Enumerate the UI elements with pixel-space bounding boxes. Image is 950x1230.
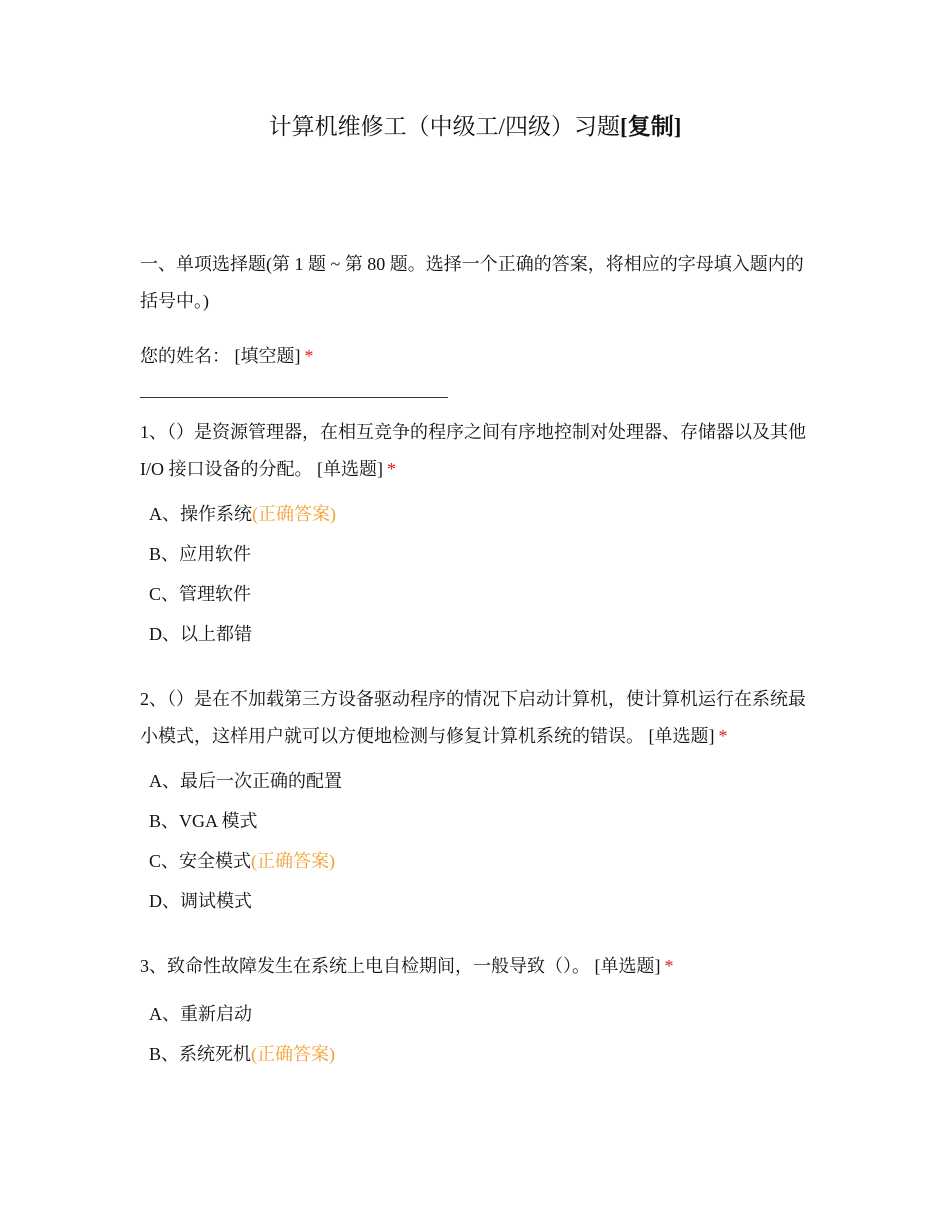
required-mark: * bbox=[304, 346, 314, 366]
option-text: A、操作系统 bbox=[149, 504, 252, 524]
title-suffix: [复制] bbox=[620, 114, 682, 139]
question-stem bbox=[140, 414, 812, 488]
option-text: D、调试模式 bbox=[149, 891, 252, 911]
question-stem-text: 1、（）是资源管理器，在相互竞争的程序之间有序地控制对处理器、存储器以及其他 I/O 接口设备的分配。 bbox=[140, 422, 806, 479]
question-1 bbox=[140, 414, 812, 654]
option-text: A、重新启动 bbox=[149, 1004, 252, 1024]
option-b[interactable] bbox=[140, 801, 812, 841]
page-title bbox=[0, 110, 950, 144]
required-mark: * bbox=[718, 726, 728, 746]
option-list bbox=[140, 494, 812, 654]
option-text: B、系统死机 bbox=[149, 1044, 252, 1064]
correct-answer-tag: (正确答案) bbox=[251, 1044, 336, 1064]
question-type: [单选题] bbox=[648, 726, 715, 746]
question-stem-text: 3、致命性故障发生在系统上电自检期间，一般导致（）。 bbox=[140, 956, 590, 976]
question-stem bbox=[140, 948, 812, 985]
option-b[interactable] bbox=[140, 1034, 812, 1074]
question-stem bbox=[140, 681, 812, 755]
name-question bbox=[140, 338, 812, 375]
question-type: [填空题] bbox=[234, 346, 301, 366]
option-text: C、管理软件 bbox=[149, 584, 252, 604]
section-intro: 一、单项选择题(第 1 题 ~ 第 80 题。选择一个正确的答案，将相应的字母填入题内的括号中。) bbox=[140, 254, 804, 311]
question-type: [单选题] bbox=[594, 956, 661, 976]
option-a[interactable] bbox=[140, 761, 812, 801]
question-stem-text: 2、（）是在不加载第三方设备驱动程序的情况下启动计算机，使计算机运行在系统最小模式，这样用户就可以方便地检测与修复计算机系统的错误。 bbox=[140, 689, 806, 746]
name-question-label: 您的姓名： bbox=[140, 346, 230, 366]
question-3 bbox=[140, 948, 812, 1074]
option-text: B、VGA 模式 bbox=[149, 811, 258, 831]
correct-answer-tag: (正确答案) bbox=[252, 504, 336, 524]
option-list bbox=[140, 761, 812, 921]
correct-answer-tag: (正确答案) bbox=[251, 851, 336, 871]
option-a[interactable] bbox=[140, 994, 812, 1034]
name-answer-blank[interactable] bbox=[140, 397, 448, 398]
option-a[interactable] bbox=[140, 494, 812, 534]
option-text: A、最后一次正确的配置 bbox=[149, 771, 342, 791]
question-type: [单选题] bbox=[317, 459, 383, 479]
required-mark: * bbox=[664, 956, 674, 976]
option-d[interactable] bbox=[140, 614, 812, 654]
question-list bbox=[140, 246, 812, 1074]
option-text: B、应用软件 bbox=[149, 544, 252, 564]
title-main: 计算机维修工（中级工/四级）习题 bbox=[268, 114, 621, 139]
option-b[interactable] bbox=[140, 534, 812, 574]
option-c[interactable] bbox=[140, 574, 812, 614]
option-d[interactable] bbox=[140, 881, 812, 921]
option-text: C、安全模式 bbox=[149, 851, 252, 871]
option-c[interactable] bbox=[140, 841, 812, 881]
option-list bbox=[140, 994, 812, 1074]
question-2 bbox=[140, 681, 812, 921]
option-text: D、以上都错 bbox=[149, 624, 252, 644]
required-mark: * bbox=[387, 459, 396, 479]
